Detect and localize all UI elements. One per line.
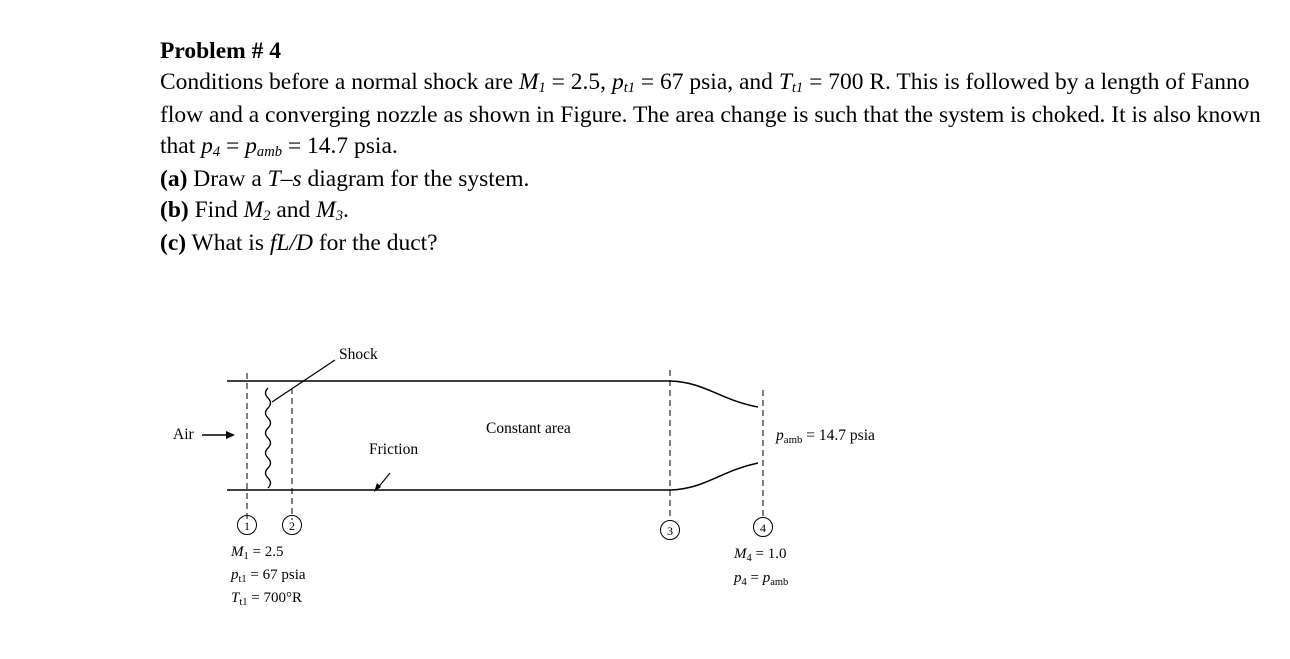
- and-text: and: [270, 196, 317, 223]
- m3-subscript: 3: [335, 207, 343, 224]
- shock-label: Shock: [339, 346, 378, 363]
- cond-p4-eq: =: [746, 570, 763, 586]
- pamb-fig-value: = 14.7 psia: [802, 427, 875, 444]
- condition-m4: [734, 546, 786, 563]
- pt1-symbol: p: [611, 68, 624, 95]
- question-c: [160, 228, 1285, 259]
- station-3-marker: 3: [660, 520, 680, 540]
- condition-tt1: [231, 590, 302, 607]
- m2-subscript: 2: [263, 207, 271, 224]
- cond-m1-value: = 2.5: [248, 544, 284, 560]
- cond-p4-subscript: 4: [741, 576, 747, 588]
- station-4-marker: 4: [753, 517, 773, 537]
- pamb-symbol: p: [245, 132, 257, 159]
- period: .: [343, 196, 349, 223]
- problem-statement: [160, 67, 1285, 165]
- m2-symbol: M: [243, 196, 264, 223]
- m1-value: = 2.5,: [545, 68, 612, 95]
- question-a-label: (a): [160, 166, 188, 192]
- shock-wave: [266, 388, 271, 488]
- question-b-text: Find: [188, 196, 244, 223]
- question-c-text-end: for the duct?: [312, 230, 438, 256]
- question-b-label: (b): [160, 196, 189, 223]
- condition-pt1: [231, 567, 306, 584]
- pt1-subscript: t1: [623, 79, 636, 96]
- air-arrowhead: [226, 431, 235, 439]
- tt1-symbol: T: [778, 68, 792, 95]
- cond-pt1-subscript: t1: [238, 573, 247, 585]
- cond-m1-subscript: 1: [243, 550, 249, 562]
- cond-m4-subscript: 4: [746, 552, 752, 564]
- station-2-marker: 2: [282, 515, 302, 535]
- cond-m4-value: = 1.0: [751, 546, 787, 562]
- cond-tt1-subscript: t1: [239, 596, 248, 608]
- cond-pt1-value: = 67 psia: [246, 567, 306, 583]
- question-a-text-end: diagram for the system.: [301, 166, 530, 192]
- cond-pamb-symbol: p: [762, 570, 771, 586]
- problem-title: Problem # 4: [160, 38, 281, 64]
- question-c-text: What is: [186, 230, 270, 256]
- problem-text: [160, 36, 1285, 259]
- ts-symbol: T–s: [267, 166, 302, 192]
- condition-p4: [734, 570, 788, 587]
- pamb-subscript: amb: [256, 143, 283, 160]
- p4-symbol: p: [201, 132, 213, 159]
- pt1-value: = 67 psia, and: [635, 68, 779, 95]
- cond-tt1-value: = 700°R: [247, 590, 302, 606]
- pamb-value: = 14.7 psia.: [282, 132, 398, 159]
- question-a-text: Draw a: [187, 166, 268, 192]
- constant-area-label: Constant area: [486, 420, 571, 437]
- fld-symbol: fL/D: [269, 230, 313, 256]
- equals: =: [220, 132, 246, 159]
- cond-pt1-symbol: p: [231, 567, 239, 583]
- p4-subscript: 4: [212, 143, 221, 160]
- question-b: [160, 195, 1285, 229]
- m3-symbol: M: [316, 196, 336, 223]
- pamb-fig-subscript: amb: [783, 433, 803, 446]
- tt1-value: = 700 R. This is followed by a length of Fanno flow and a converging nozzle as shown in Figure. The area change is such that the system is choked. It is also known that: [160, 68, 1261, 159]
- statement-text: Conditions before a normal shock are: [160, 68, 519, 95]
- cond-pamb-subscript: amb: [770, 576, 789, 588]
- cond-p4-symbol: p: [734, 570, 742, 586]
- pamb-label: [776, 427, 875, 445]
- duct-diagram: [160, 330, 900, 630]
- m1-symbol: M: [518, 68, 539, 95]
- station-1-marker: 1: [237, 515, 257, 535]
- question-c-label: (c): [160, 230, 187, 256]
- cond-tt1-symbol: T: [231, 590, 240, 606]
- pamb-fig-symbol: p: [776, 427, 784, 444]
- nozzle-upper-wall: [670, 381, 758, 407]
- duct-figure: [160, 330, 900, 630]
- nozzle-lower-wall: [670, 463, 758, 490]
- condition-m1: [231, 544, 283, 561]
- cond-m1-symbol: M: [231, 544, 244, 560]
- air-label: Air: [173, 426, 194, 443]
- question-a: [160, 164, 1285, 195]
- cond-m4-symbol: M: [734, 546, 747, 562]
- tt1-subscript: t1: [791, 79, 804, 96]
- friction-label: Friction: [369, 441, 419, 458]
- m1-subscript: 1: [538, 79, 546, 96]
